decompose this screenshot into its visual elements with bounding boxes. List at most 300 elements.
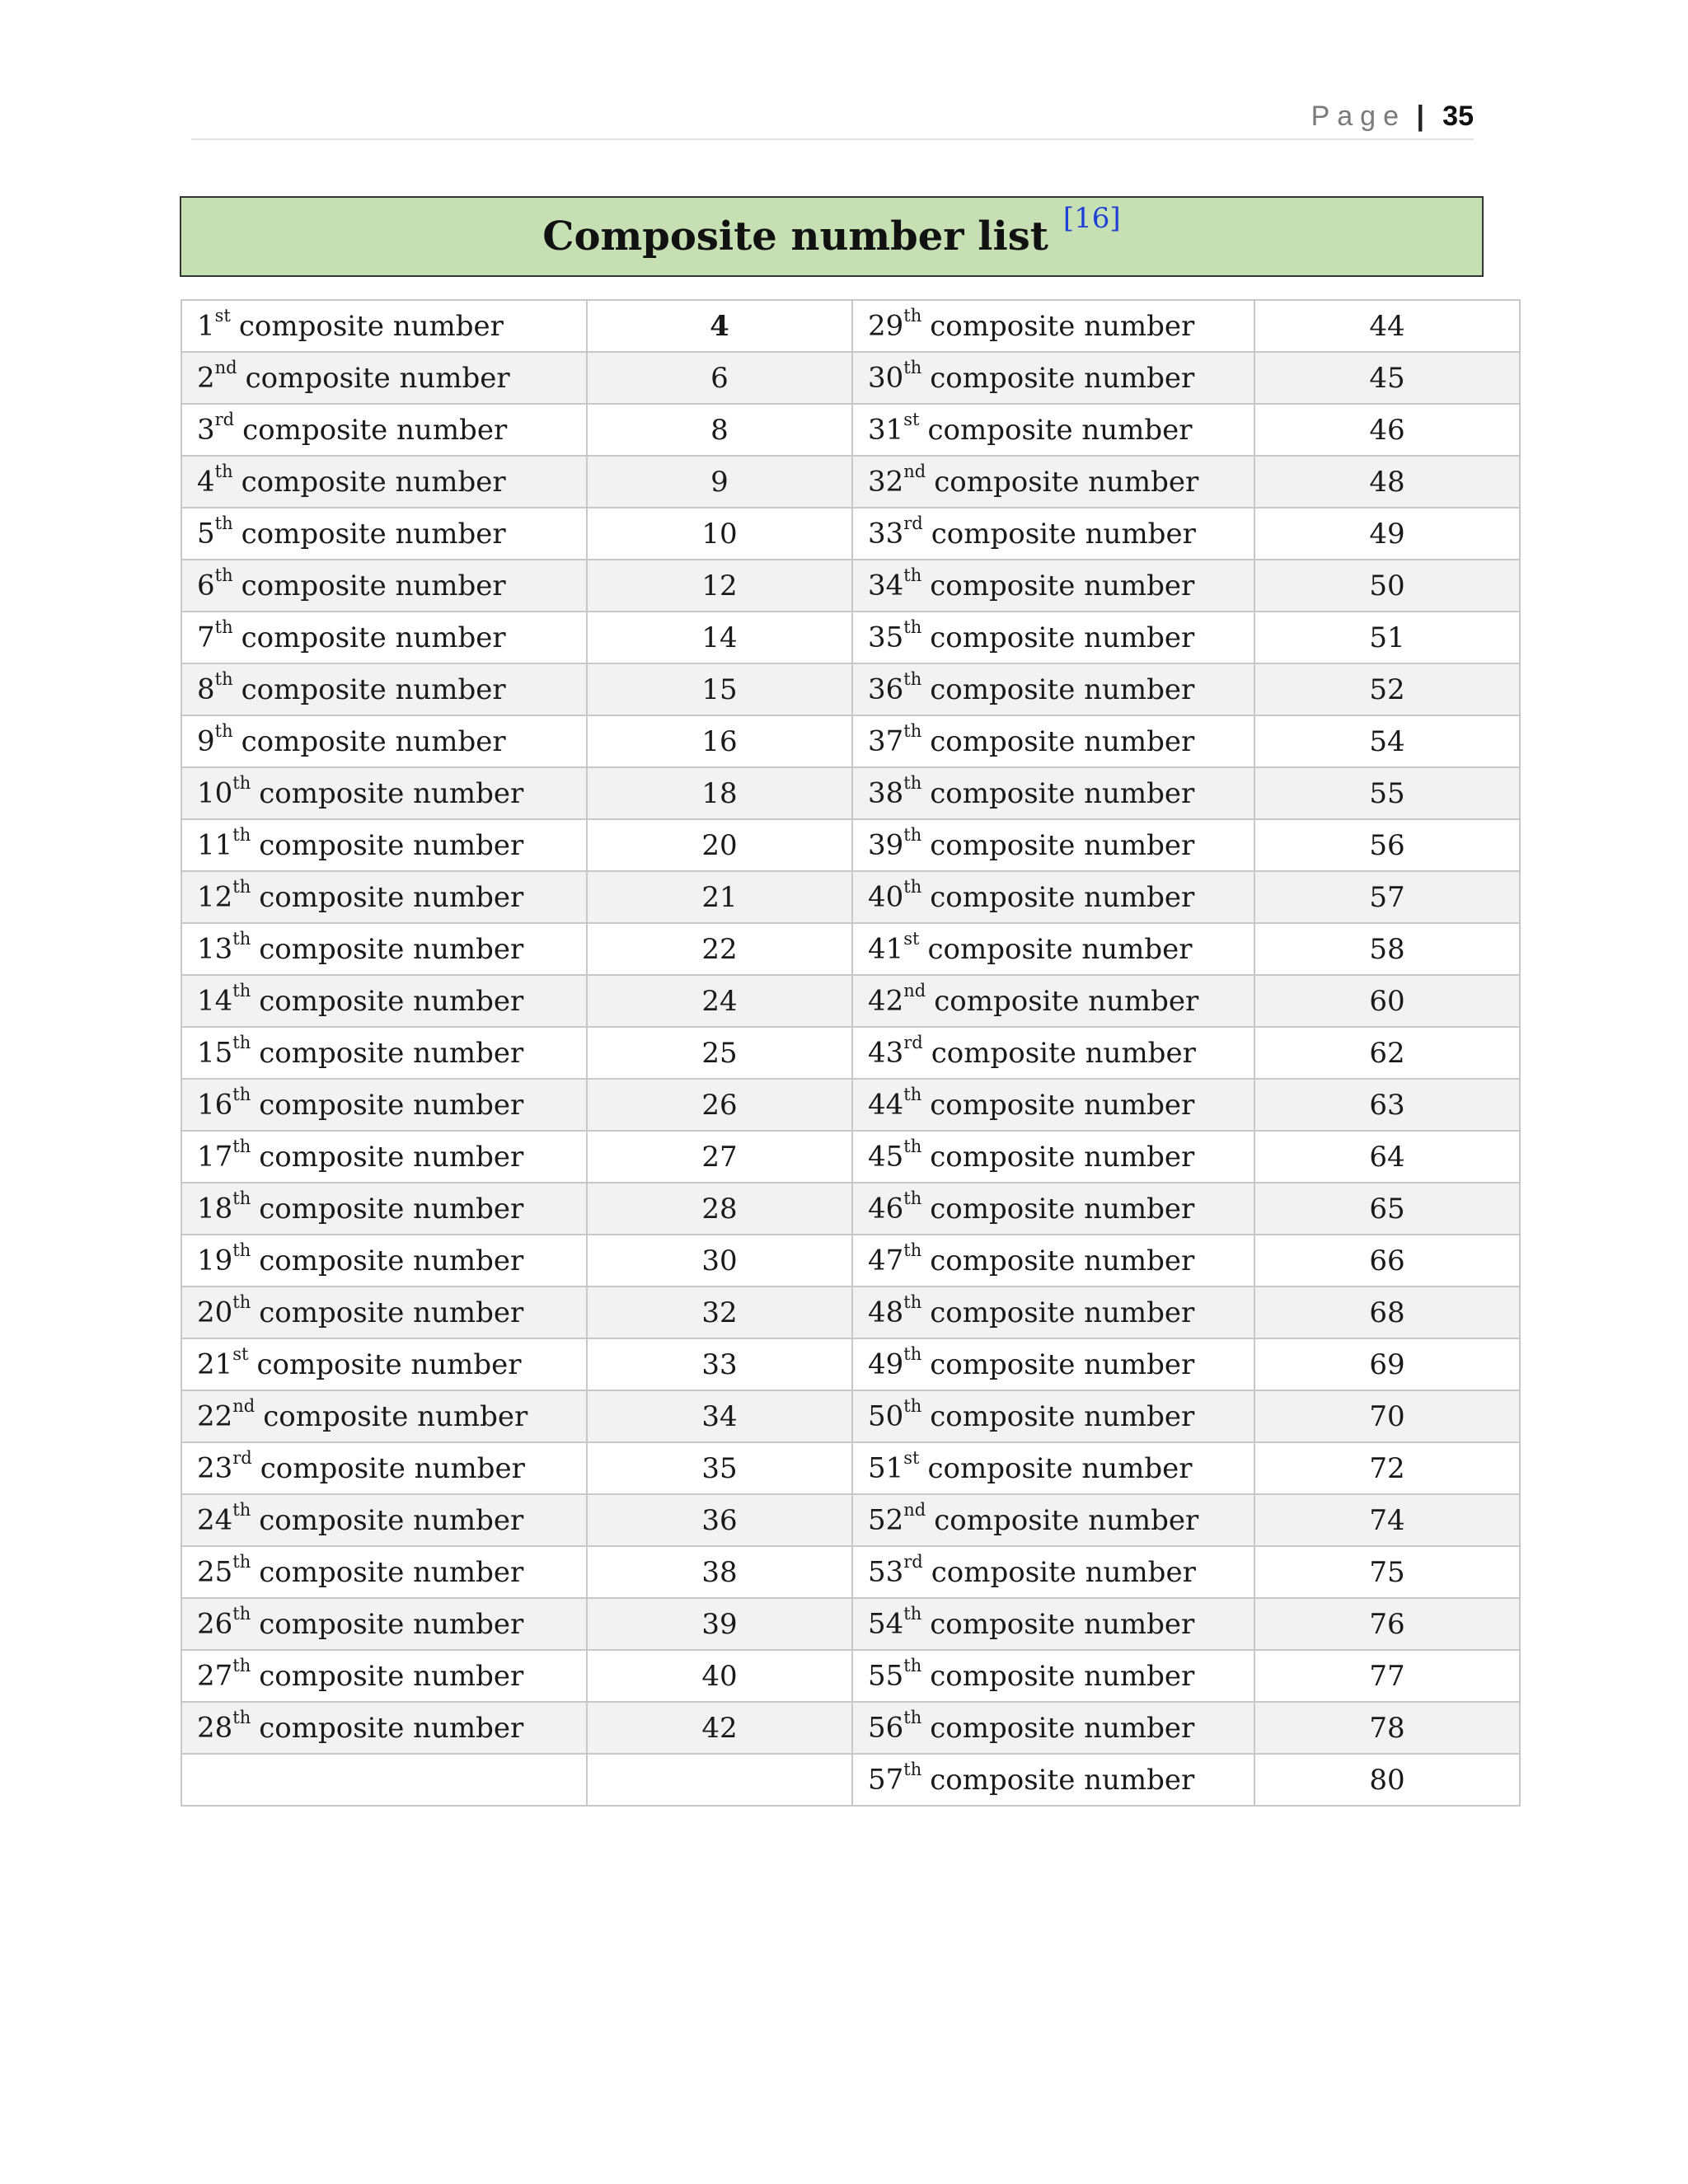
ordinal-number: 46 (868, 1192, 904, 1226)
row-value: 16 (587, 715, 852, 767)
row-value: 8 (587, 404, 852, 456)
label-text: composite number (242, 413, 508, 447)
ordinal-suffix: rd (214, 410, 235, 430)
label-text: composite number (930, 828, 1195, 862)
row-value: 48 (1254, 456, 1520, 508)
row-label (852, 1494, 1254, 1546)
row-value: 14 (587, 612, 852, 663)
label-text: composite number (259, 984, 524, 1018)
row-value: 58 (1254, 923, 1520, 975)
ordinal-number: 28 (197, 1711, 233, 1745)
ordinal-suffix: th (903, 1085, 922, 1105)
ordinal-suffix: th (232, 1656, 251, 1676)
ordinal-suffix: th (903, 669, 922, 690)
ordinal-suffix: st (903, 929, 920, 949)
row-value: 24 (587, 975, 852, 1027)
ordinal-suffix: th (903, 773, 922, 794)
ordinal-number: 52 (868, 1503, 904, 1537)
ordinal-number: 55 (868, 1659, 904, 1693)
row-value: 21 (587, 871, 852, 923)
row-label (852, 1702, 1254, 1754)
row-label (181, 663, 587, 715)
ordinal-suffix: th (232, 1188, 251, 1209)
table-row (181, 1442, 1520, 1494)
ordinal-number: 5 (197, 517, 215, 551)
row-label (181, 1598, 587, 1650)
table-row (181, 871, 1520, 923)
label-text: composite number (241, 724, 506, 758)
label-text: composite number (930, 1763, 1195, 1797)
row-value: 74 (1254, 1494, 1520, 1546)
row-label (852, 1754, 1254, 1806)
row-label (181, 1131, 587, 1183)
ordinal-suffix: st (903, 410, 920, 430)
ordinal-number: 10 (197, 776, 233, 810)
ordinal-number: 57 (868, 1763, 904, 1797)
ordinal-number: 3 (197, 413, 215, 447)
label-text: composite number (259, 1296, 524, 1329)
row-value: 63 (1254, 1079, 1520, 1131)
label-text: composite number (930, 309, 1195, 343)
row-label (852, 560, 1254, 612)
ordinal-number: 33 (868, 517, 904, 551)
label-text: composite number (931, 1555, 1196, 1589)
ordinal-suffix: th (903, 1240, 922, 1261)
ordinal-suffix: th (903, 1292, 922, 1313)
label-text: composite number (238, 309, 504, 343)
row-label (852, 1079, 1254, 1131)
ordinal-suffix: th (903, 358, 922, 378)
row-label (181, 1390, 587, 1442)
ordinal-suffix: th (232, 929, 251, 949)
ordinal-number: 16 (197, 1088, 233, 1122)
table-row (181, 456, 1520, 508)
table-row (181, 663, 1520, 715)
row-value: 33 (587, 1338, 852, 1390)
table-row (181, 404, 1520, 456)
row-label (852, 1235, 1254, 1286)
table-row (181, 560, 1520, 612)
label-text: composite number (259, 1244, 524, 1277)
row-value (587, 1754, 852, 1806)
row-value: 38 (587, 1546, 852, 1598)
ordinal-number: 2 (197, 361, 215, 395)
label-text: composite number (259, 1088, 524, 1122)
table-row (181, 819, 1520, 871)
label-text: composite number (930, 776, 1195, 810)
row-value: 77 (1254, 1650, 1520, 1702)
row-label (852, 1131, 1254, 1183)
label-text: composite number (930, 724, 1195, 758)
ordinal-number: 43 (868, 1036, 904, 1070)
ordinal-number: 53 (868, 1555, 904, 1589)
title-banner (180, 196, 1484, 277)
row-label (852, 663, 1254, 715)
row-value: 51 (1254, 612, 1520, 663)
ordinal-suffix: th (232, 877, 251, 898)
row-label (181, 1702, 587, 1754)
ordinal-suffix: rd (232, 1448, 252, 1469)
ordinal-number: 23 (197, 1451, 233, 1485)
ordinal-suffix: th (903, 1396, 922, 1417)
row-label (181, 1494, 587, 1546)
ordinal-suffix: th (214, 513, 233, 534)
ordinal-number: 6 (197, 569, 215, 602)
row-label (852, 975, 1254, 1027)
row-label (181, 1027, 587, 1079)
label-text: composite number (259, 1659, 524, 1693)
label-text: composite number (256, 1347, 522, 1381)
ordinal-number: 42 (868, 984, 904, 1018)
label-text: composite number (930, 1347, 1195, 1381)
ordinal-number: 32 (868, 465, 904, 499)
row-label (181, 300, 587, 352)
row-value: 64 (1254, 1131, 1520, 1183)
row-label (852, 352, 1254, 404)
ordinal-number: 51 (868, 1451, 904, 1485)
ordinal-number: 17 (197, 1140, 233, 1174)
row-label (852, 1650, 1254, 1702)
table-row (181, 923, 1520, 975)
composite-number-table (181, 299, 1521, 1807)
row-value: 50 (1254, 560, 1520, 612)
table-row (181, 1286, 1520, 1338)
ordinal-suffix: th (903, 1137, 922, 1157)
ordinal-suffix: th (903, 617, 922, 638)
ordinal-number: 37 (868, 724, 904, 758)
table-row (181, 975, 1520, 1027)
row-value: 25 (587, 1027, 852, 1079)
table-row (181, 508, 1520, 560)
row-value: 46 (1254, 404, 1520, 456)
row-value: 6 (587, 352, 852, 404)
table-row (181, 1235, 1520, 1286)
table-row (181, 300, 1520, 352)
page-separator: | (1416, 101, 1424, 132)
ordinal-number: 50 (868, 1399, 904, 1433)
row-label (852, 1598, 1254, 1650)
ordinal-suffix: th (903, 1656, 922, 1676)
ordinal-number: 29 (868, 309, 904, 343)
ordinal-suffix: th (232, 1708, 251, 1728)
page-label: Page (1311, 101, 1406, 132)
ordinal-suffix: th (903, 825, 922, 846)
row-value: 39 (587, 1598, 852, 1650)
ordinal-suffix: th (232, 773, 251, 794)
ordinal-number: 4 (197, 465, 215, 499)
row-label (181, 560, 587, 612)
ordinal-suffix: th (903, 1708, 922, 1728)
row-label (181, 975, 587, 1027)
row-value: 69 (1254, 1338, 1520, 1390)
label-text: composite number (259, 1503, 524, 1537)
label-text: composite number (259, 932, 524, 966)
ordinal-number: 27 (197, 1659, 233, 1693)
label-text: composite number (241, 465, 506, 499)
ordinal-suffix: th (232, 1137, 251, 1157)
row-value: 20 (587, 819, 852, 871)
citation-link[interactable]: [16] (1062, 202, 1121, 235)
row-label (181, 404, 587, 456)
row-value: 57 (1254, 871, 1520, 923)
table-row (181, 352, 1520, 404)
ordinal-suffix: nd (232, 1396, 256, 1417)
row-value: 12 (587, 560, 852, 612)
label-text: composite number (930, 1192, 1195, 1226)
ordinal-suffix: th (903, 1188, 922, 1209)
label-text: composite number (931, 517, 1196, 551)
row-label (181, 456, 587, 508)
ordinal-number: 8 (197, 673, 215, 706)
label-text: composite number (930, 880, 1195, 914)
ordinal-number: 56 (868, 1711, 904, 1745)
page-title: Composite number list (542, 213, 1048, 260)
ordinal-number: 30 (868, 361, 904, 395)
row-label (852, 923, 1254, 975)
table-row (181, 1754, 1520, 1806)
ordinal-number: 22 (197, 1399, 233, 1433)
ordinal-suffix: rd (903, 513, 923, 534)
ordinal-number: 25 (197, 1555, 233, 1589)
ordinal-number: 35 (868, 621, 904, 654)
label-text: composite number (930, 1244, 1195, 1277)
table-row (181, 1650, 1520, 1702)
row-label (852, 508, 1254, 560)
ordinal-number: 14 (197, 984, 233, 1018)
label-text: composite number (930, 1296, 1195, 1329)
ordinal-suffix: nd (903, 1500, 926, 1521)
row-value: 68 (1254, 1286, 1520, 1338)
ordinal-suffix: th (232, 1552, 251, 1572)
row-value: 40 (587, 1650, 852, 1702)
ordinal-suffix: th (903, 1344, 922, 1365)
ordinal-number: 9 (197, 724, 215, 758)
row-value: 52 (1254, 663, 1520, 715)
row-label (181, 612, 587, 663)
row-value: 9 (587, 456, 852, 508)
ordinal-number: 31 (868, 413, 904, 447)
ordinal-suffix: th (214, 669, 233, 690)
ordinal-number: 15 (197, 1036, 233, 1070)
ordinal-number: 1 (197, 309, 215, 343)
ordinal-number: 36 (868, 673, 904, 706)
row-value: 26 (587, 1079, 852, 1131)
row-value: 54 (1254, 715, 1520, 767)
row-label (852, 1286, 1254, 1338)
ordinal-suffix: th (232, 1500, 251, 1521)
ordinal-suffix: th (903, 306, 922, 326)
row-value: 10 (587, 508, 852, 560)
row-label (852, 1442, 1254, 1494)
label-text: composite number (931, 1036, 1196, 1070)
row-value: 35 (587, 1442, 852, 1494)
row-label (852, 871, 1254, 923)
ordinal-number: 44 (868, 1088, 904, 1122)
ordinal-suffix: th (232, 1033, 251, 1053)
ordinal-suffix: th (903, 565, 922, 586)
label-text: composite number (930, 361, 1195, 395)
page-number: 35 (1442, 101, 1474, 132)
row-value: 4 (587, 300, 852, 352)
ordinal-suffix: th (232, 981, 251, 1001)
ordinal-suffix: th (903, 877, 922, 898)
row-value: 72 (1254, 1442, 1520, 1494)
row-value: 30 (587, 1235, 852, 1286)
row-label (181, 352, 587, 404)
row-value: 55 (1254, 767, 1520, 819)
label-text: composite number (930, 1088, 1195, 1122)
ordinal-number: 39 (868, 828, 904, 862)
label-text: composite number (241, 569, 506, 602)
table-row (181, 1183, 1520, 1235)
ordinal-number: 24 (197, 1503, 233, 1537)
row-label (181, 1286, 587, 1338)
row-label (852, 300, 1254, 352)
row-label (852, 1390, 1254, 1442)
ordinal-number: 7 (197, 621, 215, 654)
table-row (181, 1131, 1520, 1183)
ordinal-suffix: nd (903, 981, 926, 1001)
row-value: 34 (587, 1390, 852, 1442)
table-row (181, 1702, 1520, 1754)
row-value: 28 (587, 1183, 852, 1235)
row-value: 76 (1254, 1598, 1520, 1650)
row-value: 75 (1254, 1546, 1520, 1598)
row-value: 66 (1254, 1235, 1520, 1286)
label-text: composite number (927, 1451, 1193, 1485)
row-label (181, 1235, 587, 1286)
table-row (181, 1546, 1520, 1598)
ordinal-suffix: nd (903, 462, 926, 482)
table-row (181, 1494, 1520, 1546)
label-text: composite number (934, 465, 1199, 499)
row-label (181, 871, 587, 923)
ordinal-suffix: th (214, 565, 233, 586)
label-text: composite number (930, 1607, 1195, 1641)
ordinal-suffix: th (232, 1085, 251, 1105)
table-row (181, 1598, 1520, 1650)
label-text: composite number (241, 517, 506, 551)
row-label (181, 923, 587, 975)
table-row (181, 767, 1520, 819)
ordinal-suffix: th (232, 825, 251, 846)
ordinal-number: 40 (868, 880, 904, 914)
row-value: 80 (1254, 1754, 1520, 1806)
row-value: 18 (587, 767, 852, 819)
row-value: 62 (1254, 1027, 1520, 1079)
ordinal-number: 13 (197, 932, 233, 966)
ordinal-number: 45 (868, 1140, 904, 1174)
row-label (852, 767, 1254, 819)
row-value: 60 (1254, 975, 1520, 1027)
row-label (181, 1546, 587, 1598)
row-label (181, 1754, 587, 1806)
row-value: 56 (1254, 819, 1520, 871)
row-value: 65 (1254, 1183, 1520, 1235)
label-text: composite number (259, 1711, 524, 1745)
label-text: composite number (930, 569, 1195, 602)
label-text: composite number (927, 932, 1193, 966)
row-label (181, 819, 587, 871)
label-text: composite number (930, 1399, 1195, 1433)
ordinal-number: 48 (868, 1296, 904, 1329)
label-text: composite number (259, 776, 524, 810)
table-row (181, 612, 1520, 663)
ordinal-number: 11 (197, 828, 233, 862)
label-text: composite number (259, 880, 524, 914)
row-label (852, 1546, 1254, 1598)
table-row (181, 1390, 1520, 1442)
row-label (852, 1027, 1254, 1079)
ordinal-number: 12 (197, 880, 233, 914)
ordinal-suffix: th (214, 462, 233, 482)
label-text: composite number (934, 1503, 1199, 1537)
table-row (181, 1079, 1520, 1131)
ordinal-suffix: th (903, 1604, 922, 1624)
ordinal-suffix: rd (903, 1552, 923, 1572)
row-label (181, 508, 587, 560)
ordinal-number: 49 (868, 1347, 904, 1381)
row-label (852, 1183, 1254, 1235)
row-label (852, 612, 1254, 663)
label-text: composite number (927, 413, 1193, 447)
label-text: composite number (930, 621, 1195, 654)
label-text: composite number (259, 1607, 524, 1641)
label-text: composite number (934, 984, 1199, 1018)
ordinal-suffix: th (214, 617, 233, 638)
label-text: composite number (259, 1192, 524, 1226)
ordinal-number: 19 (197, 1244, 233, 1277)
ordinal-number: 20 (197, 1296, 233, 1329)
ordinal-suffix: th (903, 721, 922, 742)
ordinal-number: 18 (197, 1192, 233, 1226)
label-text: composite number (930, 1140, 1195, 1174)
row-label (852, 404, 1254, 456)
ordinal-number: 26 (197, 1607, 233, 1641)
label-text: composite number (241, 621, 506, 654)
label-text: composite number (259, 828, 524, 862)
ordinal-number: 47 (868, 1244, 904, 1277)
ordinal-number: 21 (197, 1347, 233, 1381)
table-row (181, 1027, 1520, 1079)
row-value: 70 (1254, 1390, 1520, 1442)
ordinal-suffix: st (214, 306, 231, 326)
label-text: composite number (259, 1140, 524, 1174)
row-label (181, 1183, 587, 1235)
row-label (181, 715, 587, 767)
row-label (852, 1338, 1254, 1390)
row-value: 15 (587, 663, 852, 715)
row-label (852, 715, 1254, 767)
table-row (181, 715, 1520, 767)
row-value: 45 (1254, 352, 1520, 404)
ordinal-suffix: th (232, 1240, 251, 1261)
row-label (181, 767, 587, 819)
table-body (181, 300, 1520, 1806)
row-label (852, 819, 1254, 871)
row-label (852, 456, 1254, 508)
ordinal-suffix: th (903, 1760, 922, 1780)
ordinal-suffix: th (232, 1604, 251, 1624)
label-text: composite number (930, 1659, 1195, 1693)
label-text: composite number (260, 1451, 525, 1485)
ordinal-suffix: nd (214, 358, 237, 378)
row-value: 27 (587, 1131, 852, 1183)
row-value: 44 (1254, 300, 1520, 352)
label-text: composite number (259, 1555, 524, 1589)
ordinal-number: 34 (868, 569, 904, 602)
ordinal-suffix: th (232, 1292, 251, 1313)
